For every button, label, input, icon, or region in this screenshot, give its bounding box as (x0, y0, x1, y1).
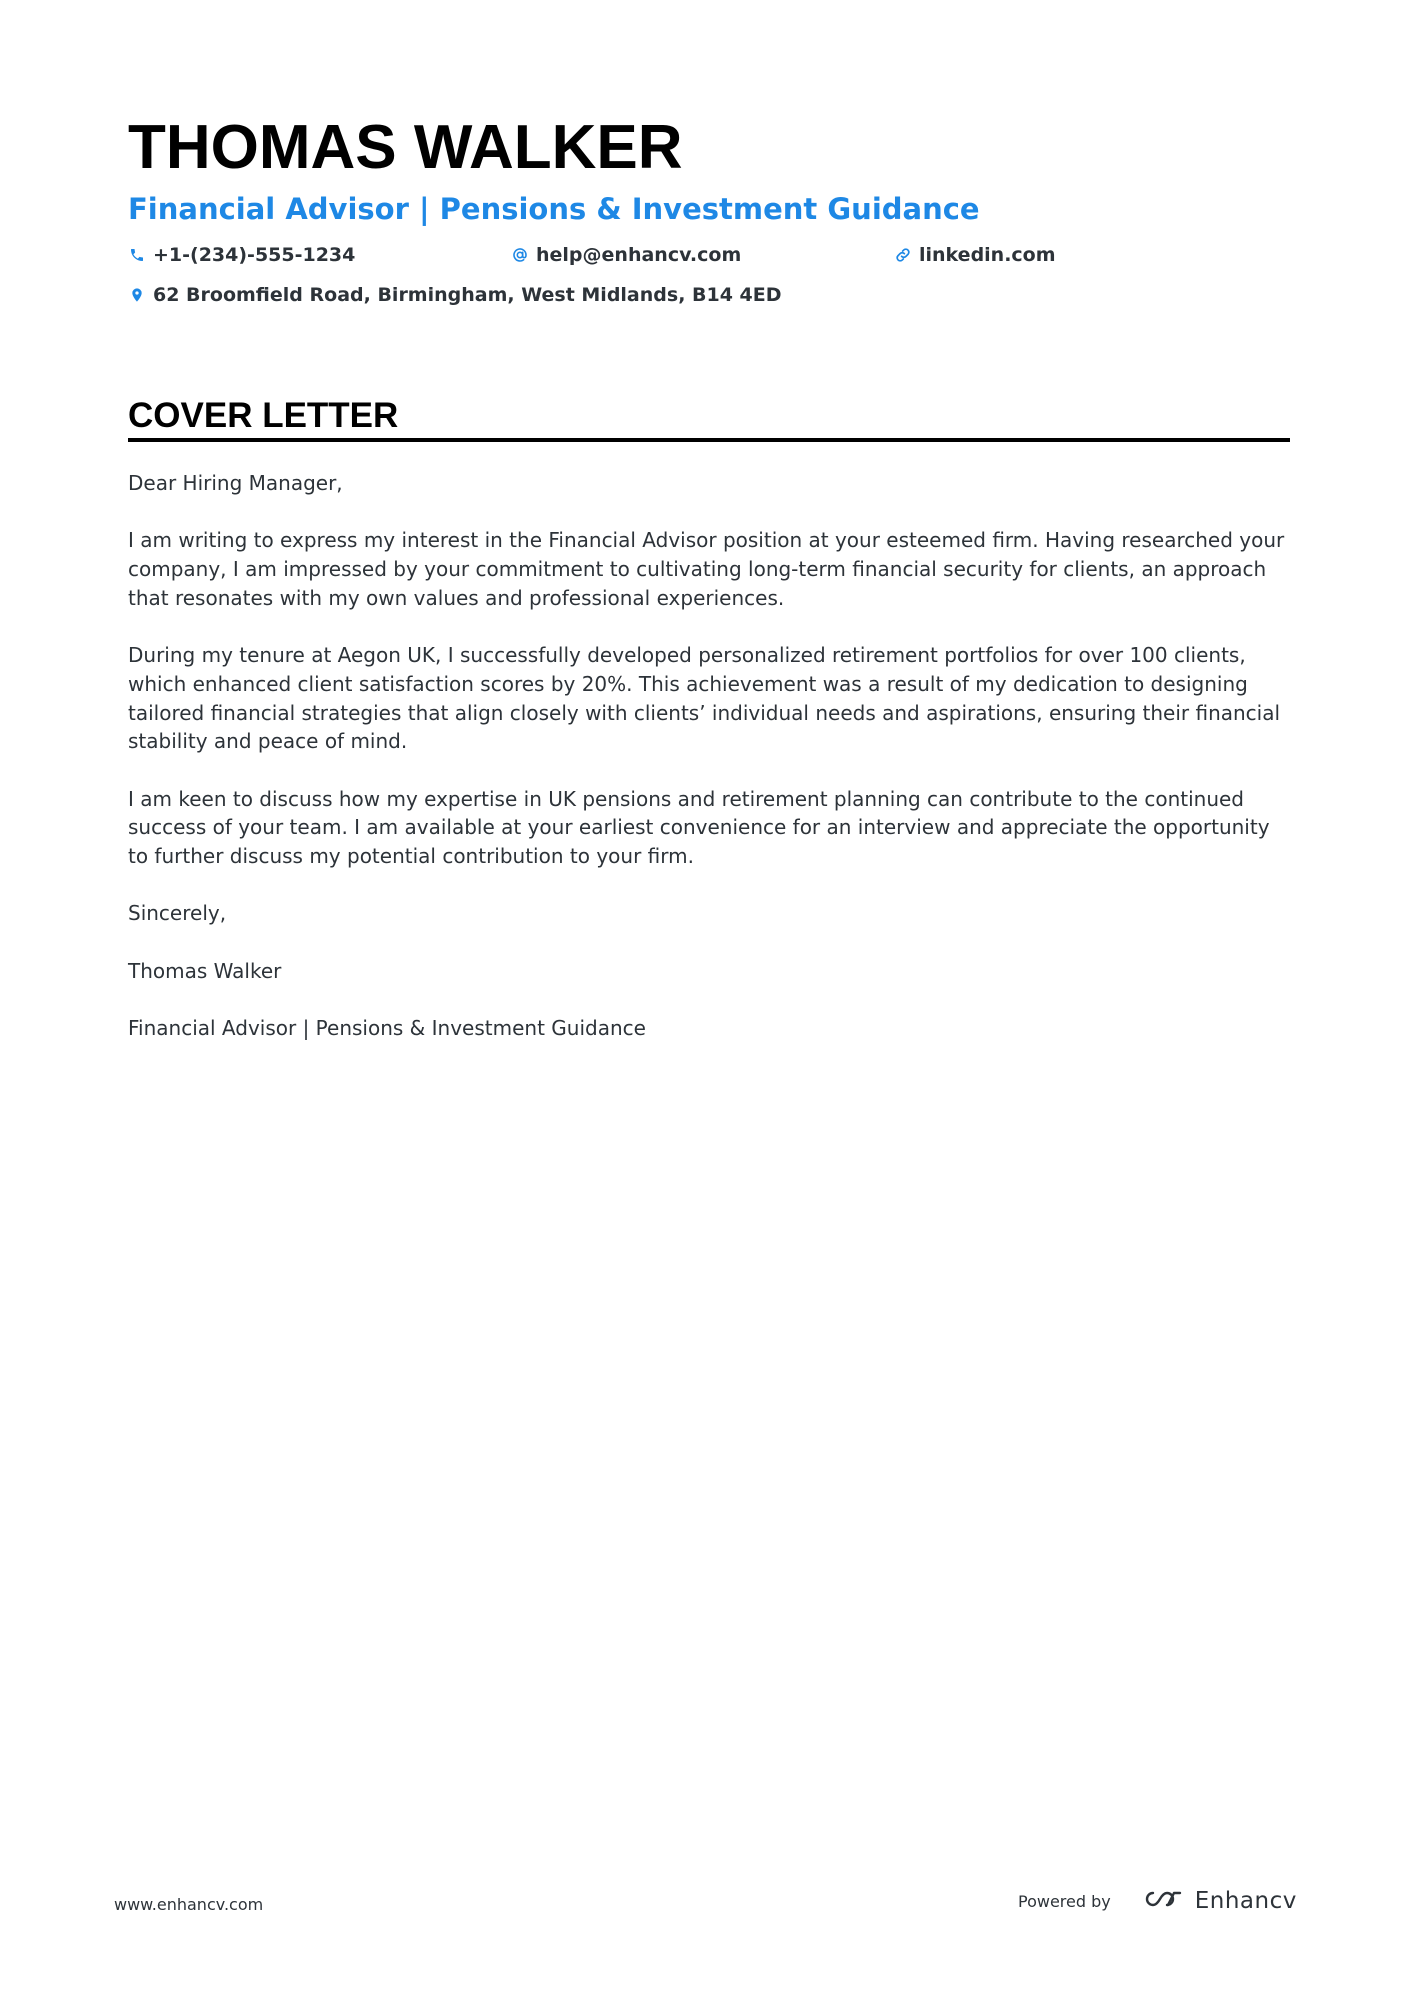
letter-closing: Sincerely, (128, 901, 227, 926)
link-icon (894, 246, 912, 264)
powered-by-label: Powered by (1018, 1891, 1111, 1911)
signature-name: Thomas Walker (128, 958, 282, 983)
contact-linkedin[interactable] (894, 241, 1056, 269)
contact-location (128, 281, 782, 309)
contact-linkedin-text: linkedin.com (919, 244, 1056, 266)
contact-location-text: 62 Broomfield Road, Birmingham, West Midlands, B14 4ED (153, 284, 782, 306)
contact-email[interactable] (511, 241, 741, 269)
enhancv-logo-icon (1139, 1887, 1195, 1915)
enhancv-brand-name: Enhancv (1194, 1888, 1297, 1914)
candidate-name: THOMAS WALKER (128, 113, 683, 182)
letter-paragraph: I am writing to express my interest in the Financial Advisor position at your esteemed firm. Having researched your company, I am impressed by your commitment to cultivating long-term financial security for clients, an approach that resonates with my own values and professional experiences. (128, 528, 1285, 610)
section-title: COVER LETTER (128, 396, 399, 435)
section-divider (128, 438, 1290, 442)
contact-email-text: help@enhancv.com (536, 244, 742, 266)
signature-title: Financial Advisor | Pensions & Investment Guidance (128, 1016, 646, 1041)
footer-powered-by[interactable] (1018, 1887, 1297, 1915)
letter-body (128, 469, 1290, 1072)
letter-paragraph: I am keen to discuss how my expertise in UK pensions and retirement planning can contribute to the continued success of your team. I am available at your earliest convenience for an interview and appreciate the opportunity to further discuss my potential contribution to your firm. (128, 786, 1270, 869)
candidate-headline: Financial Advisor | Pensions & Investment Guidance (128, 192, 980, 226)
at-sign-icon (511, 246, 529, 264)
phone-icon (128, 246, 146, 264)
contact-phone-text: +1-(234)-555-1234 (153, 244, 356, 266)
footer-website-link[interactable]: www.enhancv.com (114, 1895, 264, 1914)
map-pin-icon (128, 286, 146, 304)
letter-greeting: Dear Hiring Manager, (128, 471, 343, 495)
contact-phone[interactable] (128, 241, 355, 269)
letter-paragraph: During my tenure at Aegon UK, I successfully developed personalized retirement portfolios for over 100 clients, which enhanced client satisfaction scores by 20%. This achievement was a result of my dedication to designing tailored financial strategies that align closely with clients’ individual needs and aspirations, ensuring their financial stability and peace of mind. (128, 643, 1281, 754)
